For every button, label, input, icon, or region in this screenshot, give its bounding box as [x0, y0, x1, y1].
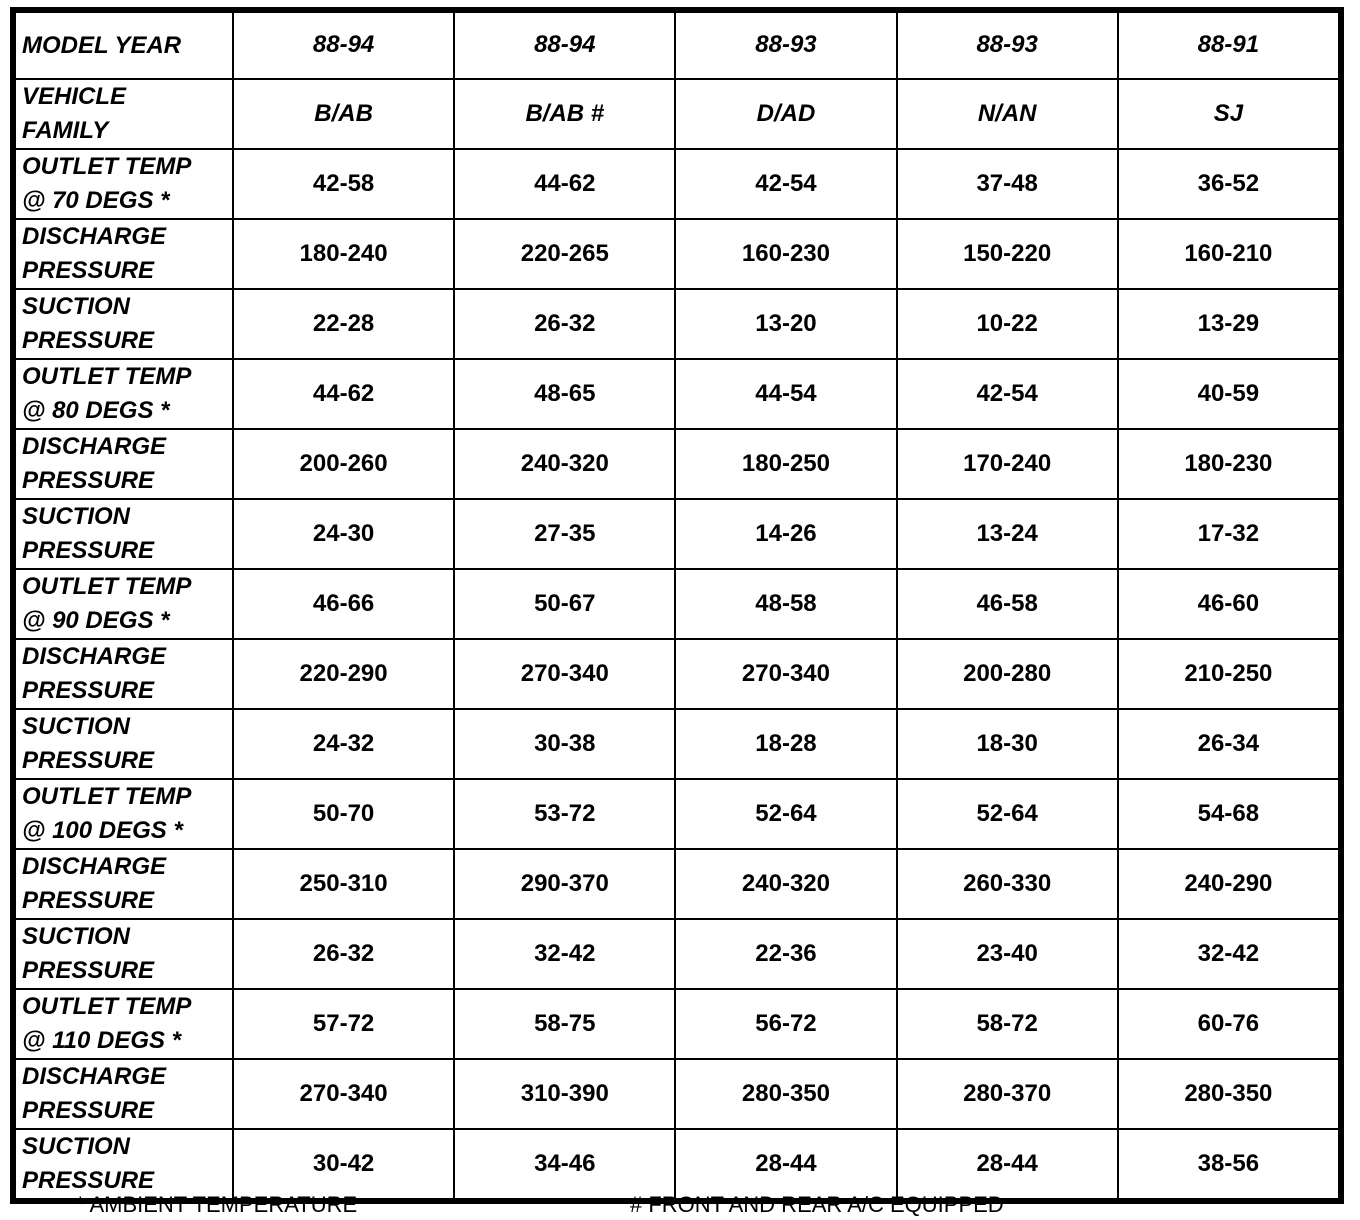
table-row	[15, 849, 1339, 919]
value-cell: 13-24	[897, 499, 1118, 569]
value-cell: 17-32	[1118, 499, 1339, 569]
header-cell: SJ	[1118, 79, 1339, 149]
table-row	[15, 149, 1339, 219]
value-cell: 52-64	[675, 779, 896, 849]
value-cell: 42-58	[233, 149, 454, 219]
row-label-line: @ 110 DEGS *	[22, 1027, 182, 1054]
row-label	[15, 12, 233, 79]
row-label	[15, 779, 233, 849]
value-cell: 48-58	[675, 569, 896, 639]
row-label-line: DISCHARGE	[22, 223, 167, 250]
value-cell: 36-52	[1118, 149, 1339, 219]
value-cell: 13-29	[1118, 289, 1339, 359]
row-label	[15, 569, 233, 639]
value-cell: 37-48	[897, 149, 1118, 219]
value-cell: 13-20	[675, 289, 896, 359]
header-cell: 88-94	[454, 12, 675, 79]
row-label	[15, 849, 233, 919]
value-cell: 270-340	[454, 639, 675, 709]
row-label	[15, 359, 233, 429]
table-row	[15, 569, 1339, 639]
value-cell: 10-22	[897, 289, 1118, 359]
table-row	[15, 639, 1339, 709]
value-cell: 26-32	[233, 919, 454, 989]
value-cell: 48-65	[454, 359, 675, 429]
row-label	[15, 709, 233, 779]
header-cell: N/AN	[897, 79, 1118, 149]
row-label-line: PRESSURE	[22, 467, 155, 494]
table-body	[15, 12, 1339, 1199]
table-row	[15, 429, 1339, 499]
row-label-line: DISCHARGE	[22, 643, 167, 670]
value-cell: 270-340	[233, 1059, 454, 1129]
header-row	[15, 12, 1339, 79]
row-label-line: SUCTION	[22, 713, 130, 740]
value-cell: 46-58	[897, 569, 1118, 639]
row-label	[15, 639, 233, 709]
table-row	[15, 989, 1339, 1059]
value-cell: 180-240	[233, 219, 454, 289]
value-cell: 240-290	[1118, 849, 1339, 919]
value-cell: 60-76	[1118, 989, 1339, 1059]
row-label-line: DISCHARGE	[22, 1063, 167, 1090]
value-cell: 170-240	[897, 429, 1118, 499]
row-label-line: OUTLET TEMP	[22, 573, 192, 600]
row-label-line: OUTLET TEMP	[22, 153, 192, 180]
value-cell: 30-38	[454, 709, 675, 779]
row-label	[15, 289, 233, 359]
table-row	[15, 1129, 1339, 1199]
value-cell: 260-330	[897, 849, 1118, 919]
row-label	[15, 1129, 233, 1199]
value-cell: 180-250	[675, 429, 896, 499]
value-cell: 150-220	[897, 219, 1118, 289]
row-label	[15, 919, 233, 989]
row-label-line: PRESSURE	[22, 677, 155, 704]
value-cell: 280-350	[1118, 1059, 1339, 1129]
row-label	[15, 429, 233, 499]
value-cell: 46-60	[1118, 569, 1339, 639]
row-label-line: SUCTION	[22, 1133, 130, 1160]
row-label-line: DISCHARGE	[22, 433, 167, 460]
value-cell: 18-30	[897, 709, 1118, 779]
value-cell: 44-54	[675, 359, 896, 429]
row-label	[15, 149, 233, 219]
value-cell: 250-310	[233, 849, 454, 919]
value-cell: 280-370	[897, 1059, 1118, 1129]
value-cell: 310-390	[454, 1059, 675, 1129]
row-label	[15, 1059, 233, 1129]
table-row	[15, 709, 1339, 779]
value-cell: 28-44	[675, 1129, 896, 1199]
spec-table-frame	[10, 7, 1344, 1204]
row-label-line: PRESSURE	[22, 957, 155, 984]
row-label	[15, 79, 233, 149]
footnote-ambient: * AMBIENT TEMPERATURE	[76, 1192, 358, 1217]
value-cell: 240-320	[675, 849, 896, 919]
value-cell: 18-28	[675, 709, 896, 779]
table-row	[15, 499, 1339, 569]
row-label-line: DISCHARGE	[22, 853, 167, 880]
row-label-line: @ 70 DEGS *	[22, 187, 170, 214]
header-cell: 88-91	[1118, 12, 1339, 79]
row-label-line: SUCTION	[22, 503, 130, 530]
value-cell: 210-250	[1118, 639, 1339, 709]
value-cell: 27-35	[454, 499, 675, 569]
row-label-line: PRESSURE	[22, 1097, 155, 1124]
row-label-line: @ 90 DEGS *	[22, 607, 170, 634]
row-label	[15, 499, 233, 569]
value-cell: 58-72	[897, 989, 1118, 1059]
value-cell: 50-70	[233, 779, 454, 849]
table-row	[15, 289, 1339, 359]
value-cell: 57-72	[233, 989, 454, 1059]
table-row	[15, 359, 1339, 429]
value-cell: 52-64	[897, 779, 1118, 849]
value-cell: 34-46	[454, 1129, 675, 1199]
row-label-line: OUTLET TEMP	[22, 363, 192, 390]
row-label-line: @ 80 DEGS *	[22, 397, 170, 424]
value-cell: 280-350	[675, 1059, 896, 1129]
row-label-line: SUCTION	[22, 293, 130, 320]
value-cell: 54-68	[1118, 779, 1339, 849]
value-cell: 50-67	[454, 569, 675, 639]
table-row	[15, 919, 1339, 989]
value-cell: 160-210	[1118, 219, 1339, 289]
value-cell: 53-72	[454, 779, 675, 849]
value-cell: 220-265	[454, 219, 675, 289]
ac-performance-table	[14, 11, 1340, 1200]
value-cell: 220-290	[233, 639, 454, 709]
header-cell: B/AB	[233, 79, 454, 149]
row-label-line: PRESSURE	[22, 747, 155, 774]
row-label	[15, 989, 233, 1059]
value-cell: 28-44	[897, 1129, 1118, 1199]
row-label-line: PRESSURE	[22, 887, 155, 914]
table-row	[15, 779, 1339, 849]
value-cell: 40-59	[1118, 359, 1339, 429]
value-cell: 160-230	[675, 219, 896, 289]
header-cell: 88-94	[233, 12, 454, 79]
value-cell: 14-26	[675, 499, 896, 569]
value-cell: 24-32	[233, 709, 454, 779]
value-cell: 30-42	[233, 1129, 454, 1199]
value-cell: 24-30	[233, 499, 454, 569]
row-label-line: VEHICLE	[22, 83, 127, 110]
row-label-line: SUCTION	[22, 923, 130, 950]
value-cell: 32-42	[1118, 919, 1339, 989]
value-cell: 23-40	[897, 919, 1118, 989]
value-cell: 44-62	[454, 149, 675, 219]
footnote-front-rear: # FRONT AND REAR A/C EQUIPPED	[630, 1192, 1004, 1217]
value-cell: 58-75	[454, 989, 675, 1059]
header-cell: 88-93	[675, 12, 896, 79]
table-row	[15, 1059, 1339, 1129]
row-label-line: OUTLET TEMP	[22, 993, 192, 1020]
value-cell: 26-34	[1118, 709, 1339, 779]
header-cell: B/AB #	[454, 79, 675, 149]
row-label-line: PRESSURE	[22, 257, 155, 284]
value-cell: 290-370	[454, 849, 675, 919]
row-label-line: @ 100 DEGS *	[22, 817, 183, 844]
value-cell: 44-62	[233, 359, 454, 429]
row-label-line: OUTLET TEMP	[22, 783, 192, 810]
value-cell: 46-66	[233, 569, 454, 639]
value-cell: 270-340	[675, 639, 896, 709]
header-cell: 88-93	[897, 12, 1118, 79]
row-label-line: PRESSURE	[22, 537, 155, 564]
row-label-line: PRESSURE	[22, 327, 155, 354]
value-cell: 38-56	[1118, 1129, 1339, 1199]
value-cell: 56-72	[675, 989, 896, 1059]
row-label	[15, 219, 233, 289]
value-cell: 22-28	[233, 289, 454, 359]
row-label-line: MODEL YEAR	[22, 31, 182, 59]
value-cell: 26-32	[454, 289, 675, 359]
value-cell: 240-320	[454, 429, 675, 499]
header-cell: D/AD	[675, 79, 896, 149]
value-cell: 22-36	[675, 919, 896, 989]
value-cell: 42-54	[675, 149, 896, 219]
table-row	[15, 219, 1339, 289]
row-label-line: FAMILY	[22, 117, 109, 144]
row-label-line: PRESSURE	[22, 1167, 155, 1194]
header-row	[15, 79, 1339, 149]
value-cell: 200-260	[233, 429, 454, 499]
value-cell: 32-42	[454, 919, 675, 989]
value-cell: 42-54	[897, 359, 1118, 429]
value-cell: 180-230	[1118, 429, 1339, 499]
value-cell: 200-280	[897, 639, 1118, 709]
